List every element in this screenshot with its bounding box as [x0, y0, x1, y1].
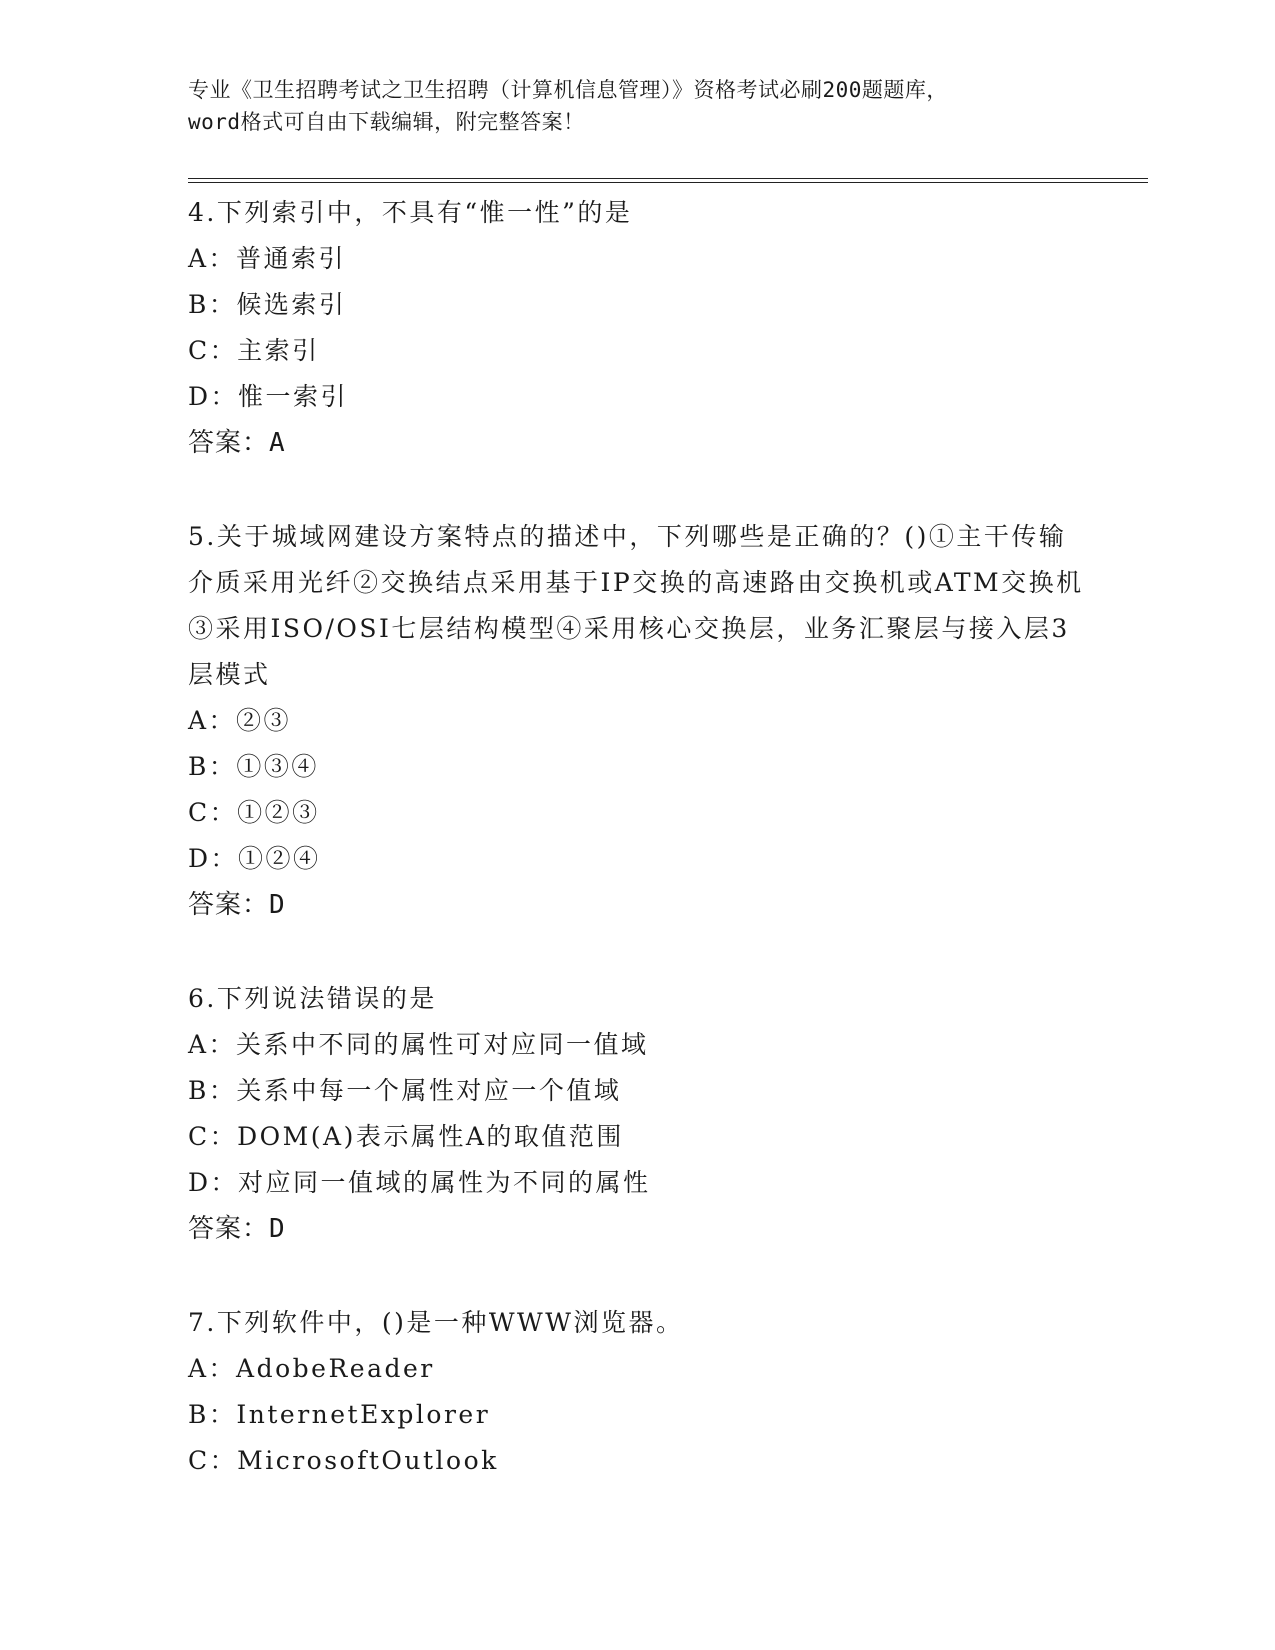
answer-line: [188, 882, 1088, 928]
option-a: A：关系中不同的属性可对应同一值域: [188, 1030, 649, 1059]
answer-value: D: [269, 1214, 286, 1244]
answer-label: 答案：: [188, 428, 270, 458]
option-c: C：MicrosoftOutlook: [188, 1446, 499, 1475]
answer-value: D: [269, 890, 286, 920]
answer-line: [188, 1206, 1088, 1252]
option-b: B：关系中每一个属性对应一个值域: [188, 1076, 622, 1105]
header-title-line-1: 专业《卫生招聘考试之卫生招聘（计算机信息管理）》资格考试必刷200题题库，: [188, 78, 948, 102]
question-7: [188, 1300, 1088, 1484]
option-b: B：InternetExplorer: [188, 1400, 491, 1429]
answer-label: 答案：: [188, 1214, 270, 1244]
question-stem: 6.下列说法错误的是: [188, 984, 437, 1013]
question-list: [188, 190, 1088, 1532]
question-4: [188, 190, 1088, 466]
option-a: A：AdobeReader: [188, 1354, 435, 1383]
header-double-rule: [188, 178, 1148, 183]
option-d: D：惟一索引: [188, 382, 349, 411]
option-c: C：①②③: [188, 798, 320, 827]
question-stem: 4.下列索引中，不具有“惟一性”的是: [188, 198, 633, 227]
header-title-line-2: word格式可自由下载编辑，附完整答案！: [188, 110, 585, 134]
option-a: A：普通索引: [188, 244, 347, 273]
option-c: C：主索引: [188, 336, 320, 365]
question-5: [188, 514, 1088, 928]
question-stem: 5.关于城域网建设方案特点的描述中，下列哪些是正确的？()①主干传输介质采用光纤②交换结点采用基于IP交换的高速路由交换机或ATM交换机③采用ISO/OSI七层结构模型④采用核心交换层，业务汇聚层与接入层3层模式: [188, 522, 1084, 689]
answer-label: 答案：: [188, 890, 270, 920]
option-b: B：候选索引: [188, 290, 347, 319]
option-c: C：DOM(A)表示属性A的取值范围: [188, 1122, 624, 1151]
option-a: A：②③: [188, 706, 292, 735]
answer-value: A: [269, 428, 286, 458]
question-6: [188, 976, 1088, 1252]
option-d: D：①②④: [188, 844, 321, 873]
document-header: [188, 74, 1088, 138]
option-b: B：①③④: [188, 752, 319, 781]
question-stem: 7.下列软件中，()是一种WWW浏览器。: [188, 1308, 684, 1337]
option-d: D：对应同一值域的属性为不同的属性: [188, 1168, 651, 1197]
answer-line: [188, 420, 1088, 466]
